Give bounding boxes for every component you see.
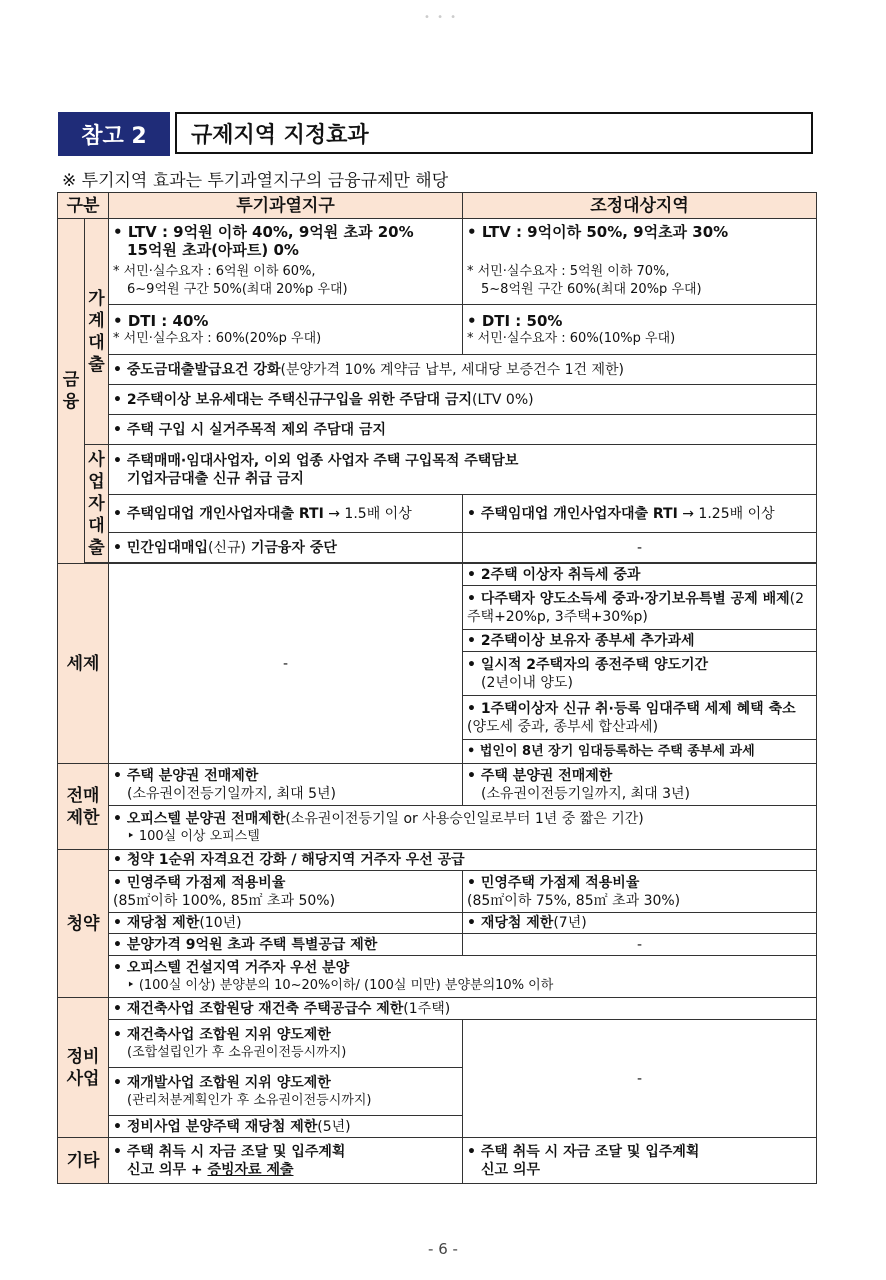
table-row [58, 385, 817, 415]
header-speculative: 투기과열지구 [109, 193, 463, 219]
tax-item: • 일시적 2주택자의 종전주택 양도기간 (2년이내 양도) [463, 652, 817, 696]
tax-item: • 법인이 8년 장기 임대등록하는 주택 종부세 과세 [463, 740, 817, 764]
table-header-row [58, 193, 817, 219]
business-loan: • 주택매매·임대사업자, 이외 업종 사업자 주택 구입목적 주택담보 기업자금대출 신규 취급 금지 [109, 445, 817, 495]
two-house-loan: • 2주택이상 보유세대는 주택신규구입을 위한 주담대 금지(LTV 0%) [109, 385, 817, 415]
cat-household: 가계대출 [85, 219, 109, 445]
rewin-adjusted: • 재당첨 제한(7년) [463, 913, 817, 934]
rewin-speculative: • 재당첨 제한(10년) [109, 913, 463, 934]
resale-adjusted: • 주택 분양권 전매제한 (소유권이전등기일까지, 최대 3년) [463, 764, 817, 806]
rti-speculative: • 주택임대업 개인사업자대출 RTI → 1.5배 이상 [109, 495, 463, 533]
redevelopment-rewin: • 정비사업 분양주택 재당첨 제한(5년) [109, 1116, 463, 1138]
redevelopment-transfer: • 재개발사업 조합원 지위 양도제한 (관리처분계획인가 후 소유권이전등시까지) [109, 1068, 463, 1116]
cat-redevelopment: 정비사업 [58, 998, 109, 1138]
table-row [58, 564, 817, 586]
ltv-adjusted: • LTV : 9억이하 50%, 9억초과 30% * 서민·실수요자 : 5억원 이하 70%, 5~8억원 구간 60%(최대 20%p 우대) [463, 219, 817, 305]
table-row [58, 806, 817, 850]
table-row [58, 1020, 817, 1068]
tax-item: • 2주택 이상자 취득세 중과 [463, 564, 817, 586]
cat-subscription: 청약 [58, 850, 109, 998]
subscription-first: • 청약 1순위 자격요건 강화 / 해당지역 거주자 우선 공급 [109, 850, 817, 871]
tax-item: • 1주택이상자 신규 취·등록 임대주택 세제 혜택 축소(양도세 중과, 종부세 합산과세) [463, 696, 817, 740]
table-row [58, 1138, 817, 1184]
special-supply-speculative: • 분양가격 9억원 초과 주택 특별공급 제한 [109, 934, 463, 956]
resale-speculative: • 주택 분양권 전매제한 (소유권이전등기일까지, 최대 5년) [109, 764, 463, 806]
page-number: - 6 - [428, 1240, 458, 1258]
note: ※ 투기지역 효과는 투기과열지구의 금융규제만 해당 [62, 171, 449, 191]
reconstruction-transfer: • 재건축사업 조합원 지위 양도제한 (조합설립인가 후 소유권이전등시까지) [109, 1020, 463, 1068]
rti-adjusted: • 주택임대업 개인사업자대출 RTI → 1.25배 이상 [463, 495, 817, 533]
table-row [58, 871, 817, 913]
reference-box [58, 112, 170, 156]
cat-finance: 금융 [58, 219, 85, 564]
table-row [58, 764, 817, 806]
page-title [175, 112, 813, 154]
table-row [58, 913, 817, 934]
table-row [58, 533, 817, 563]
other-adjusted: • 주택 취득 시 자금 조달 및 입주계획 신고 의무 [463, 1138, 817, 1184]
dti-speculative: • DTI : 40% * 서민·실수요자 : 60%(20%p 우대) [109, 305, 463, 355]
tax-speculative: - [109, 564, 463, 764]
subscription-ratio-adjusted: • 민영주택 가점제 적용비율 (85㎡이하 75%, 85㎡ 초과 30%) [463, 871, 817, 913]
regulation-table [57, 192, 817, 1184]
table-row [58, 445, 817, 495]
table-row [58, 998, 817, 1020]
subscription-officetel: • 오피스텔 건설지역 거주자 우선 분양 ‣ (100실 이상) 분양분의 10~20%이하/ (100실 미만) 분양분의10% 이하 [109, 956, 817, 998]
private-rent-adjusted: - [463, 533, 817, 563]
table-row [58, 934, 817, 956]
table-row [58, 415, 817, 445]
special-supply-adjusted: - [463, 934, 817, 956]
page-title-text: 규제지역 지정효과 [191, 122, 369, 148]
table-row [58, 219, 817, 305]
redevelopment-adjusted: - [463, 1020, 817, 1138]
table-row [58, 850, 817, 871]
private-rent-speculative: • 민간임대매입(신규) 기금융자 중단 [109, 533, 463, 563]
other-speculative: • 주택 취득 시 자금 조달 및 입주계획 신고 의무 + 증빙자료 제출 [109, 1138, 463, 1184]
table-row [58, 956, 817, 998]
cat-tax: 세제 [58, 564, 109, 764]
ltv-speculative: • LTV : 9억원 이하 40%, 9억원 초과 20% 15억원 초과(아파트) 0% * 서민·실수요자 : 6억원 이하 60%, 6~9억원 구간 50%(최대 20%p 우대) [109, 219, 463, 305]
header-category: 구분 [58, 193, 109, 219]
table-row [58, 305, 817, 355]
redevelopment-limit: • 재건축사업 조합원당 재건축 주택공급수 제한(1주택) [109, 998, 817, 1020]
purchase-loan: • 주택 구입 시 실거주목적 제외 주담대 금지 [109, 415, 817, 445]
cat-business: 사업자대출 [85, 445, 109, 563]
tax-item: • 2주택이상 보유자 종부세 추가과세 [463, 630, 817, 652]
resale-officetel: • 오피스텔 분양권 전매제한(소유권이전등기일 or 사용승인일로부터 1년 중 짧은 기간) ‣ 100실 이상 오피스텔 [109, 806, 817, 850]
table-row [58, 355, 817, 385]
table-row [58, 495, 817, 533]
reference-label: 참고 2 [81, 123, 147, 149]
subscription-ratio-speculative: • 민영주택 가점제 적용비율 (85㎡이하 100%, 85㎡ 초과 50%) [109, 871, 463, 913]
header-adjusted: 조정대상지역 [463, 193, 817, 219]
mid-loan: • 중도금대출발급요건 강화(분양가격 10% 계약금 납부, 세대당 보증건수 1건 제한) [109, 355, 817, 385]
cat-other: 기타 [58, 1138, 109, 1184]
top-dots: • • • [424, 12, 459, 23]
cat-resale: 전매제한 [58, 764, 109, 850]
dti-adjusted: • DTI : 50% * 서민·실수요자 : 60%(10%p 우대) [463, 305, 817, 355]
tax-item: • 다주택자 양도소득세 중과·장기보유특별 공제 배제(2주택+20%p, 3주택+30%p) [463, 586, 817, 630]
